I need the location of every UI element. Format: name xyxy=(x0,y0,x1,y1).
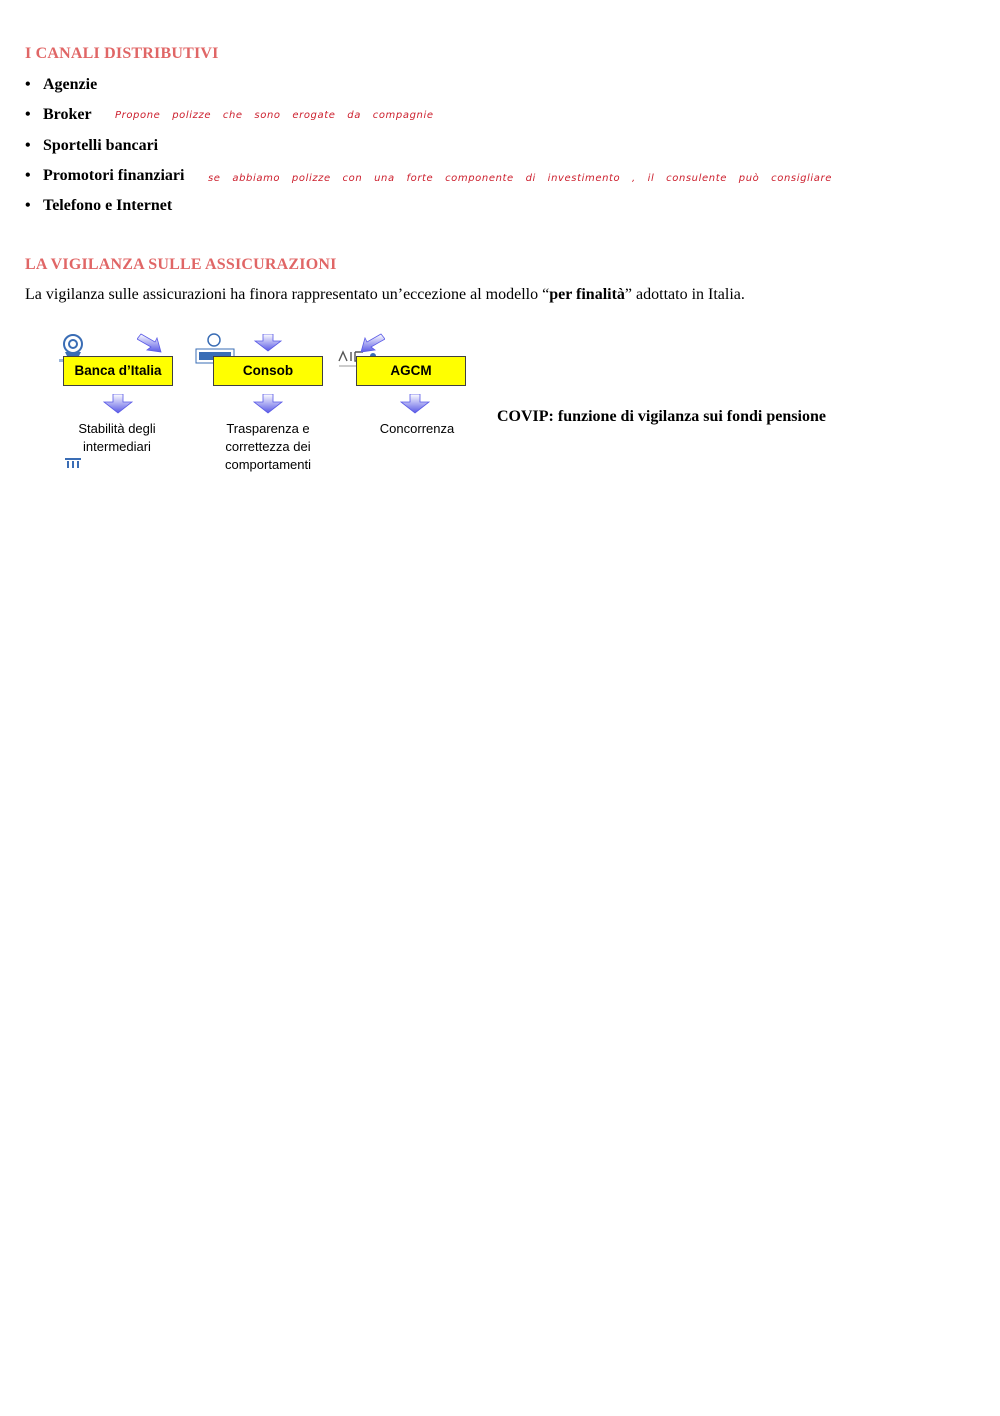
arrow-down-icon xyxy=(253,334,283,352)
channel-label: Sportelli bancari xyxy=(43,136,159,154)
authority-diagram xyxy=(55,330,485,472)
arrow-down-icon xyxy=(103,394,133,414)
channel-list xyxy=(25,72,832,223)
description-banca-italia: Stabilità degli intermediari xyxy=(78,421,156,454)
section-title-canali: I CANALI DISTRIBUTIVI xyxy=(25,45,219,62)
para-text-after: ” adottato in Italia. xyxy=(624,286,745,303)
arrow-down-left-icon xyxy=(357,332,385,354)
description-consob: Trasparenza e correttezza dei comportamenti xyxy=(225,421,311,472)
covip-statement: COVIP: funzione di vigilanza sui fondi pensione xyxy=(497,408,826,425)
bullet: • xyxy=(25,197,31,215)
bullet: • xyxy=(25,106,31,124)
intro-paragraph xyxy=(25,286,745,304)
channel-label: Agenzie xyxy=(43,76,98,93)
list-item xyxy=(25,133,184,163)
list-item xyxy=(25,102,434,132)
bullet: • xyxy=(25,76,31,93)
list-item xyxy=(25,193,184,223)
description-agcm: Concorrenza xyxy=(379,421,455,436)
channel-label: Telefono e Internet xyxy=(43,197,173,215)
bullet: • xyxy=(25,136,31,154)
handwritten-note: se abbiamo polizze con una forte componente di investimento , il consulente può consigliare xyxy=(208,172,832,184)
para-text-before: La vigilanza sulle assicurazioni ha finora rappresentato un’eccezione al modello “ xyxy=(25,286,550,303)
arrow-down-icon xyxy=(253,394,283,414)
list-item xyxy=(25,163,832,193)
box-consob: Consob xyxy=(213,356,323,386)
bullet: • xyxy=(25,166,31,184)
para-text-bold: per finalità xyxy=(549,286,625,303)
channel-label: Promotori finanziari xyxy=(43,166,185,184)
handwritten-note: Propone polizze che sono erogate da compagnie xyxy=(115,110,434,122)
arrow-down-right-icon xyxy=(137,332,165,354)
small-columns-icon xyxy=(65,458,81,470)
box-banca-italia: Banca d’Italia xyxy=(63,356,173,386)
channel-label: Broker xyxy=(43,106,92,124)
section-title-vigilanza: LA VIGILANZA SULLE ASSICURAZIONI xyxy=(25,256,337,273)
list-item xyxy=(25,72,184,102)
arrow-down-icon xyxy=(400,394,430,414)
box-agcm: AGCM xyxy=(356,356,466,386)
